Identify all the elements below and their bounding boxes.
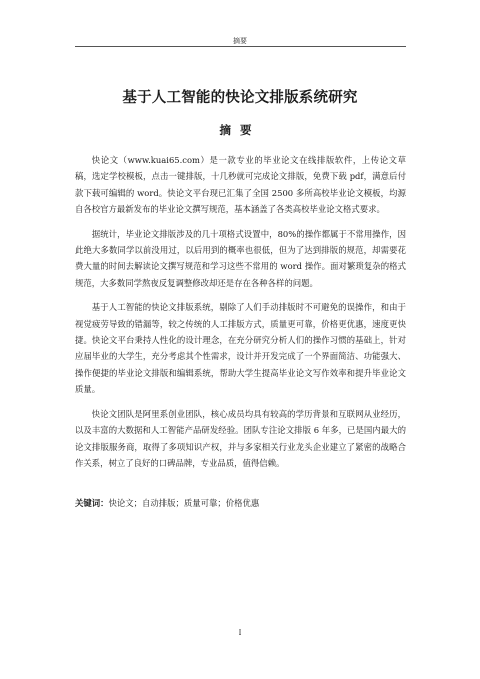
page-number: I bbox=[238, 629, 242, 637]
keywords-text: 快论文；自动排版；质量可靠；价格优惠 bbox=[108, 498, 260, 508]
running-header: 摘要 bbox=[233, 37, 247, 45]
abstract-paragraph: 快论文团队是阿里系创业团队，核心成员均具有较高的学历背景和互联网从业经历，以及丰富的大数据和人工智能产品研发经验。团队专注论文排版 6 年多，已是国内最大的论文排版服务商，取得了多项知识产权，并与多家相关行业龙头企业建立了紧密的战略合作关系，树立了良好的口碑品牌，专业品质，值得信赖。 bbox=[75, 408, 406, 468]
header-rule bbox=[75, 46, 406, 47]
abstract-body bbox=[75, 152, 406, 479]
abstract-paragraph: 快论文（www.kuai65.com）是一款专业的毕业论文在线排版软件，上传论文草稿，选定学校模板，点击一键排版，十几秒就可完成论文排版，免费下载 pdf，满意后付款下载可编辑的 word。快论文平台现已汇集了全国 2500 多所高校毕业论文模板，均源自各校官方最新发布的毕业论文撰写规范，基本涵盖了各类高校毕业论文格式要求。 bbox=[75, 155, 406, 215]
keywords-line bbox=[75, 496, 406, 510]
abstract-paragraph: 基于人工智能的快论文排版系统，剔除了人们手动排版时不可避免的误操作，和由于视觉疲劳导致的错漏等，较之传统的人工排版方式，质量更可靠，价格更优惠，速度更快捷。快论文平台秉持人性化的设计理念，在充分研究分析人们的操作习惯的基础上，针对应届毕业的大学生，充分考虑其个性需求，设计并开发完成了一个界面简洁、功能强大、操作便捷的毕业论文排版和编辑系统，帮助大学生提高毕业论文写作效率和提升毕业论文质量。 bbox=[75, 302, 406, 395]
keywords-label: 关键词： bbox=[75, 498, 109, 508]
abstract-heading: 摘要 bbox=[219, 123, 261, 137]
page-title: 基于人工智能的快论文排版系统研究 bbox=[122, 90, 358, 106]
abstract-paragraph: 据统计，毕业论文排版涉及的几十项格式设置中，80%的操作都属于不常用操作，因此绝大多数同学以前没用过，以后用到的概率也很低，但为了达到排版的规范，却需要花费大量的时间去解读论文撰写规范和学习这些不常用的 word 操作。面对繁琐复杂的格式规范，大多数同学熬夜反复调整修改却还是存在各种各样的问题。 bbox=[75, 228, 406, 288]
